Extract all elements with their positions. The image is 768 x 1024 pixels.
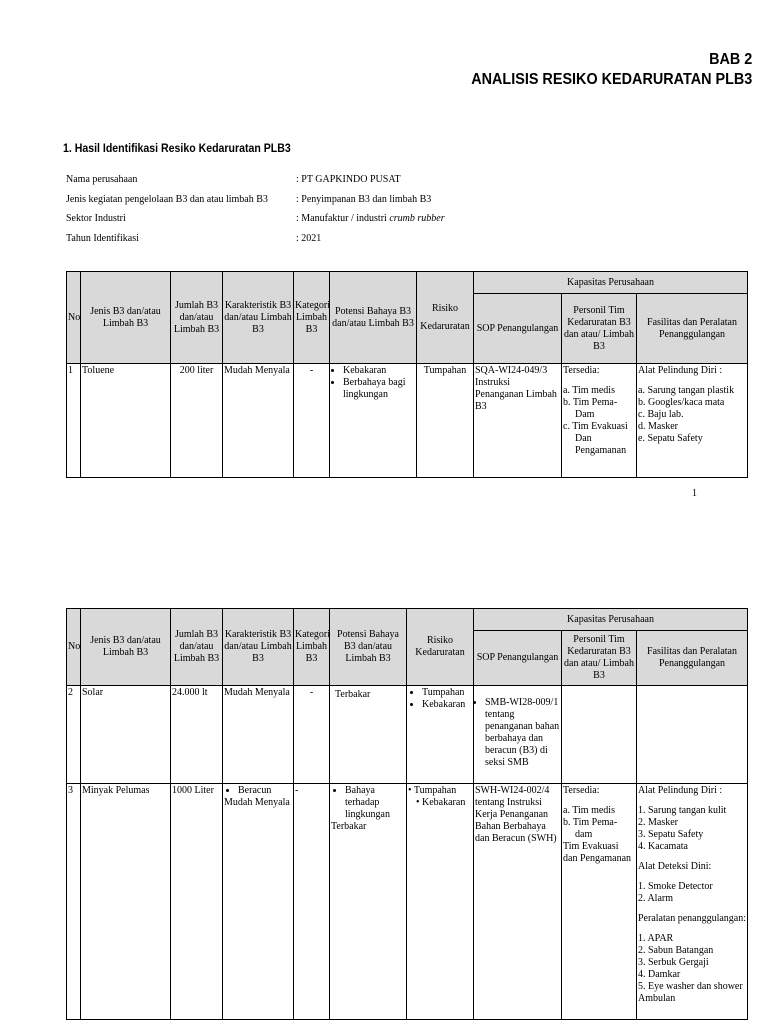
header-kategori: Kategori Limbah B3 bbox=[294, 609, 330, 686]
header-risiko-line2: Kedaruratan bbox=[420, 320, 470, 332]
list-item: c. Baju lab. bbox=[638, 409, 684, 420]
header-jumlah: Jumlah B3 dan/atau Limbah B3 bbox=[171, 272, 223, 364]
info-value: : Penyimpanan B3 dan limbah B3 bbox=[296, 193, 432, 205]
info-value: : PT GAPKINDO PUSAT bbox=[296, 174, 401, 185]
fasilitas-title: Alat Pelindung Diri : bbox=[638, 365, 723, 376]
cell-karakteristik: Mudah Menyala bbox=[223, 686, 294, 784]
list-item: • SMB-WI28-009/1 tentang penanganan bahan berbahaya dan beracun (B3) di seksi SMB bbox=[485, 697, 560, 769]
cell-fasilitas bbox=[637, 686, 748, 784]
list-item: • Berbahaya bagi lingkungan bbox=[343, 377, 415, 401]
cell-no: 3 bbox=[67, 784, 81, 1020]
list-item: • Tumpahan bbox=[408, 785, 457, 796]
list-item: a. Tim medis bbox=[563, 385, 615, 396]
list-item: • Tumpahan bbox=[422, 687, 472, 699]
cell-fasilitas bbox=[637, 784, 748, 1020]
potensi-plain: Terbakar bbox=[331, 821, 367, 832]
risk-table-1 bbox=[66, 271, 748, 478]
deteksi-title: Alat Deteksi Dini: bbox=[638, 861, 712, 872]
header-jenis: Jenis B3 dan/atau Limbah B3 bbox=[81, 609, 171, 686]
potensi-text: Terbakar bbox=[335, 689, 371, 700]
info-value: : 2021 bbox=[296, 232, 322, 244]
apd-title: Alat Pelindung Diri : bbox=[638, 785, 723, 796]
header-sop: SOP Penangulangan bbox=[474, 631, 562, 686]
list-item: • Kebakaran bbox=[343, 365, 415, 377]
list-item: • Kebakaran bbox=[422, 699, 472, 711]
header-potensi: Potensi Bahaya B3 dan/atau Limbah B3 bbox=[330, 609, 407, 686]
cell-personil bbox=[562, 364, 637, 478]
header-fasilitas: Fasilitas dan Peralatan Penanggulangan bbox=[637, 631, 748, 686]
header-risiko: Risiko Kedaruratan bbox=[407, 609, 474, 686]
header-kapasitas: Kapasitas Perusahaan bbox=[474, 609, 748, 631]
list-item: • Bahaya terhadap lingkungan bbox=[345, 785, 405, 821]
header-jenis: Jenis B3 dan/atau Limbah B3 bbox=[81, 272, 171, 364]
cell-potensi bbox=[330, 364, 417, 478]
list-item: 3. Serbuk Gergaji bbox=[638, 957, 709, 968]
cell-sop bbox=[474, 686, 562, 784]
list-item: 2. Sabun Batangan bbox=[638, 945, 714, 956]
info-row-sector bbox=[66, 211, 586, 231]
cell-potensi bbox=[330, 784, 407, 1020]
cell-risiko: Tumpahan bbox=[417, 364, 474, 478]
cell-kategori: - bbox=[294, 364, 330, 478]
personil-title: Tersedia: bbox=[563, 365, 600, 376]
cell-karakteristik: Mudah Menyala bbox=[223, 364, 294, 478]
list-item: b. Tim Pema- Dam bbox=[563, 397, 618, 420]
list-item: c. Tim Evakuasi Dan Pengamanan bbox=[563, 421, 628, 456]
list-item-text: Tumpahan bbox=[413, 785, 457, 796]
cell-jumlah: 200 liter bbox=[171, 364, 223, 478]
info-label: Tahun Identifikasi bbox=[66, 232, 139, 244]
list-item: a. Tim medis bbox=[563, 805, 615, 816]
table-row bbox=[67, 784, 748, 1020]
cell-no: 1 bbox=[67, 364, 81, 478]
info-value-italic: crumb rubber bbox=[389, 213, 445, 224]
personil-extra: Tim Evakuasi dan Pengamanan bbox=[563, 841, 632, 864]
personil-title: Tersedia: bbox=[563, 785, 600, 796]
header-risiko-line1: Risiko bbox=[431, 302, 459, 314]
cell-jumlah: 1000 Liter bbox=[171, 784, 223, 1020]
info-label: Sektor Industri bbox=[66, 213, 126, 224]
info-label: Nama perusahaan bbox=[66, 174, 138, 185]
list-item: • Beracun bbox=[238, 785, 292, 797]
cell-karakteristik bbox=[223, 784, 294, 1020]
chapter-heading bbox=[471, 50, 752, 90]
list-item: 3. Sepatu Safety bbox=[638, 829, 704, 840]
karakteristik-plain: Mudah Menyala bbox=[224, 797, 290, 808]
cell-jenis: Minyak Pelumas bbox=[81, 784, 171, 1020]
cell-no: 2 bbox=[67, 686, 81, 784]
risk-table-2 bbox=[66, 608, 748, 1020]
cell-fasilitas bbox=[637, 364, 748, 478]
list-item: 1. Sarung tangan kulit bbox=[638, 805, 727, 816]
header-jumlah: Jumlah B3 dan/atau Limbah B3 bbox=[171, 609, 223, 686]
header-no: No bbox=[67, 272, 81, 364]
info-value bbox=[296, 211, 445, 227]
chapter-number: BAB 2 bbox=[708, 51, 752, 68]
cell-jenis: Solar bbox=[81, 686, 171, 784]
section-title: 1. Hasil Identifikasi Resiko Kedaruratan PLB3 bbox=[63, 141, 291, 155]
list-item: a. Sarung tangan plastik bbox=[638, 385, 735, 396]
list-item: 4. Damkar bbox=[638, 969, 681, 980]
header-karakteristik: Karakteristik B3 dan/atau Limbah B3 bbox=[223, 609, 294, 686]
cell-potensi bbox=[330, 686, 407, 784]
list-item: 2. Masker bbox=[638, 817, 678, 828]
cell-personil bbox=[562, 686, 637, 784]
cell-risiko bbox=[407, 686, 474, 784]
peralatan-extra: Ambulan bbox=[638, 993, 676, 1004]
info-row-activity bbox=[66, 192, 586, 212]
list-item: d. Masker bbox=[638, 421, 678, 432]
cell-sop: SQA-WI24-049/3 Instruksi Penanganan Limbah B3 bbox=[474, 364, 562, 478]
cell-sop: SWH-WI24-002/4 tentang Instruksi Kerja Penanganan Bahan Berbahaya dan Beracun (SWH) bbox=[474, 784, 562, 1020]
list-item: b. Googles/kaca mata bbox=[638, 397, 725, 408]
cell-personil bbox=[562, 784, 637, 1020]
peralatan-title: Peralatan penanggulangan: bbox=[638, 913, 747, 924]
cell-risiko bbox=[407, 784, 474, 1020]
info-row-year bbox=[66, 231, 586, 251]
chapter-title: ANALISIS RESIKO KEDARURATAN PLB3 bbox=[470, 71, 752, 88]
list-item: • Kebakaran bbox=[416, 797, 466, 808]
list-item: 2. Alarm bbox=[638, 893, 673, 904]
cell-jumlah: 24.000 lt bbox=[171, 686, 223, 784]
info-label: Jenis kegiatan pengelolaan B3 dan atau limbah B3 bbox=[66, 193, 268, 205]
page-number: 1 bbox=[692, 488, 697, 499]
info-value-text: : Manufaktur / industri bbox=[296, 213, 390, 224]
table-row bbox=[67, 686, 748, 784]
header-sop: SOP Penangulangan bbox=[474, 294, 562, 364]
cell-kategori: - bbox=[294, 784, 330, 1020]
table-row bbox=[67, 364, 748, 478]
company-info bbox=[66, 172, 586, 250]
list-item: 4. Kacamata bbox=[638, 841, 688, 852]
header-kapasitas: Kapasitas Perusahaan bbox=[474, 272, 748, 294]
header-no: No bbox=[67, 609, 81, 686]
header-kategori: Kategori Limbah B3 bbox=[294, 272, 330, 364]
list-item: e. Sepatu Safety bbox=[638, 433, 703, 444]
header-personil: Personil Tim Kedaruratan B3 dan atau/ Limbah B3 bbox=[562, 631, 637, 686]
header-fasilitas: Fasilitas dan Peralatan Penanggulangan bbox=[637, 294, 748, 364]
header-personil: Personil Tim Kedaruratan B3 dan atau/ Limbah B3 bbox=[562, 294, 637, 364]
header-karakteristik: Karakteristik B3 dan/atau Limbah B3 bbox=[223, 272, 294, 364]
list-item-text: Kebakaran bbox=[422, 797, 466, 808]
list-item: 1. APAR bbox=[638, 933, 674, 944]
header-potensi: Potensi Bahaya B3 dan/atau Limbah B3 bbox=[330, 272, 417, 364]
info-row-company bbox=[66, 172, 586, 192]
cell-jenis: Toluene bbox=[81, 364, 171, 478]
list-item: 1. Smoke Detector bbox=[638, 881, 713, 892]
list-item: 5. Eye washer dan shower bbox=[638, 981, 743, 992]
header-risiko bbox=[417, 272, 474, 364]
list-item: b. Tim Pema- dam bbox=[563, 817, 618, 840]
cell-kategori: - bbox=[294, 686, 330, 784]
